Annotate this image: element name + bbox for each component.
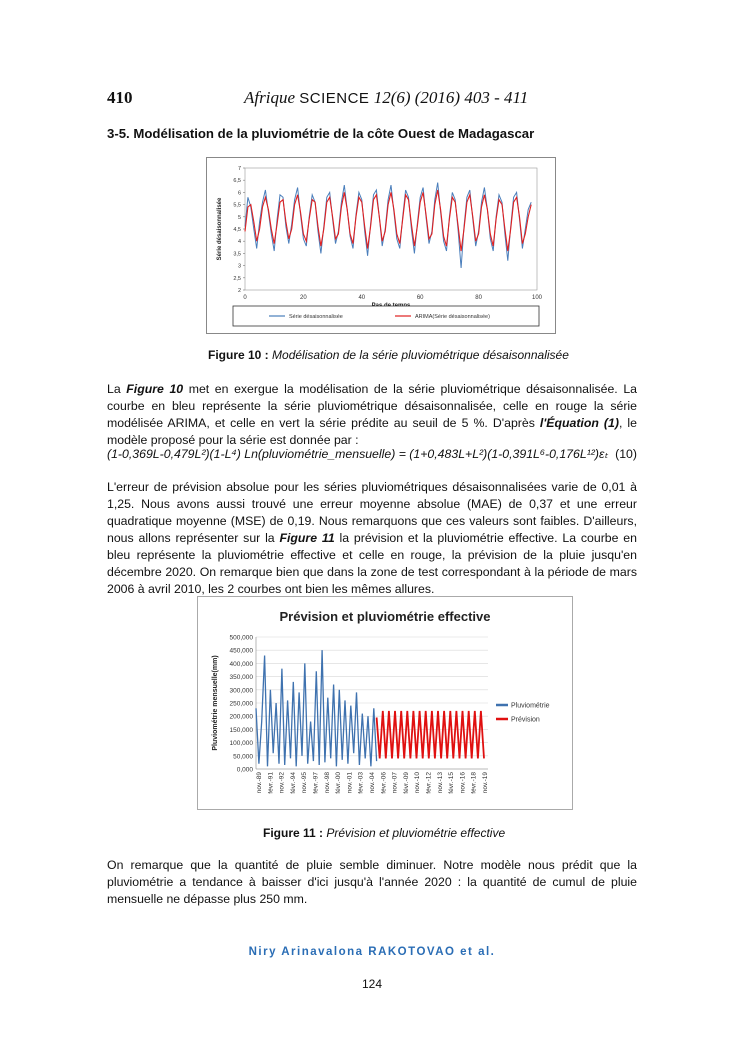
y-axis-label: Série désaisonnalisée: [217, 197, 223, 261]
footer-authors: Niry Arinavalona RAKOTOVAO et al.: [248, 946, 496, 958]
footer-page-number: 124: [361, 977, 383, 991]
x-tick-label: nov.-92: [278, 772, 286, 794]
y-tick-label: 150,000: [229, 726, 253, 734]
paragraph-1: [107, 381, 637, 449]
x-tick-label: 20: [300, 295, 307, 301]
x-tick-label: févr.-03: [357, 772, 365, 794]
figure-11: [197, 596, 573, 810]
y-tick-label: 7: [237, 166, 241, 172]
y-tick-label: 200,000: [229, 713, 253, 721]
para1-text-c: , le modèle proposé pour la série est donnée par :: [107, 416, 637, 447]
y-tick-label: 450,000: [229, 647, 253, 655]
x-tick-label: nov.-13: [436, 772, 444, 794]
figure-10-caption: [208, 348, 569, 362]
y-tick-label: 5,5: [233, 202, 241, 209]
y-tick-label: 0,000: [236, 766, 253, 774]
para1-text-a: La: [107, 382, 127, 396]
figure-10-label: Figure 10 :: [208, 348, 269, 362]
y-tick-label: 3: [237, 263, 241, 270]
x-tick-label: nov.-01: [346, 772, 354, 794]
x-tick-label: nov.-98: [323, 772, 331, 794]
y-tick-label: 2: [237, 288, 241, 294]
x-tick-label: févr.-94: [289, 772, 297, 794]
y-tick-label: 50,000: [233, 753, 253, 761]
y-tick-label: 6: [237, 190, 241, 197]
figure-11-chart: [198, 597, 572, 809]
y-tick-label: 250,000: [229, 700, 253, 708]
equation-10: (1-0,369L-0,479L²)(1-L⁴) Ln(pluviométrie_mensuelle) = (1+0,483L+L²)(1-0,391L⁶-0,176L¹²)εₜ: [107, 447, 609, 461]
paragraph-2: [107, 479, 637, 598]
figure-10-chart: [207, 158, 555, 333]
x-tick-label: nov.-95: [301, 772, 309, 794]
x-tick-label: 80: [475, 295, 482, 301]
figure-10-caption-text: Modélisation de la série pluviométrique désaisonnalisée: [272, 348, 569, 362]
x-tick-label: févr.-00: [335, 772, 343, 794]
y-tick-label: 5: [237, 214, 241, 221]
x-tick-label: nov.-04: [369, 772, 376, 794]
x-tick-label: 40: [358, 295, 366, 301]
y-tick-label: 500,000: [229, 634, 253, 642]
x-tick-label: févr.-97: [312, 772, 320, 794]
equation-ref: l'Équation (1): [539, 416, 619, 430]
figure-10-ref: Figure 10: [126, 382, 184, 396]
legend-label: Série désaisonnalisée: [289, 314, 343, 320]
x-tick-label: 100: [531, 295, 543, 301]
legend-label: Prévision: [511, 716, 540, 724]
chart-title: Prévision et pluviométrie effective: [279, 609, 491, 624]
y-tick-label: 4: [237, 239, 241, 246]
x-tick-label: févr.-18: [470, 772, 478, 794]
figure-11-caption-text: Prévision et pluviométrie effective: [326, 826, 506, 840]
figure-11-ref: Figure 11: [279, 531, 335, 545]
para1-text-b: met en exergue la modélisation de la série pluviométrique désaisonnalisée. La courbe en bleu représente la série pluviométrique désaisonnalisée, celle en rouge la série modélisée ARIMA, et celle en vert la série prédite au seuil de 5 %. D'après: [107, 382, 637, 430]
journal-header: [244, 88, 528, 108]
figure-11-caption: [263, 826, 505, 840]
x-tick-label: 60: [416, 295, 424, 301]
journal-science: SCIENCE: [299, 90, 370, 107]
x-tick-label: févr.-15: [448, 772, 456, 794]
x-tick-label: nov.-10: [414, 772, 422, 794]
para2-text-a: L'erreur de prévision absolue pour les séries pluviométriques désaisonnalisées varie de 0,01 à 1,25. Nous avons aussi trouvé une erreur moyenne absolue (MAE) de 0,37 et une erreur quadratique moyenne (MSE) de 0,19. Nous remarquons que ces valeurs sont faibles. D'ailleurs, nous allons représenter sur la: [107, 480, 637, 545]
series-line-forecast: [377, 711, 484, 759]
section-title: 3-5. Modélisation de la pluviométrie de la côte Ouest de Madagascar: [107, 126, 535, 141]
y-tick-label: 4,5: [233, 227, 241, 233]
x-tick-label: nov.-07: [391, 772, 399, 794]
equation-number: (10): [615, 447, 637, 461]
legend-label: ARIMA(Série désaisonnalisée): [415, 314, 490, 320]
y-tick-label: 3,5: [233, 251, 241, 258]
x-tick-label: févr.-06: [380, 772, 388, 794]
y-tick-label: 2,5: [233, 275, 241, 282]
journal-reference: 12(6) (2016) 403 - 411: [373, 88, 529, 107]
x-tick-label: févr.-91: [267, 772, 275, 794]
series-line-observed: [245, 183, 531, 268]
y-tick-label: 350,000: [229, 674, 253, 682]
y-tick-label: 300,000: [229, 687, 253, 695]
x-tick-label: 0: [243, 295, 247, 301]
x-tick-label: févr.-09: [402, 772, 410, 794]
paragraph-3: On remarque que la quantité de pluie semble diminuer. Notre modèle nous prédit que la pluviométrie a tendance à baisser d'ici jusqu'à l'année 2020 : la quantité de cumul de pluie mensuelle ne dépasse plus 250 mm.: [107, 858, 637, 906]
x-tick-label: févr.-12: [425, 772, 433, 794]
figure-10: [206, 157, 556, 334]
x-tick-label: nov.-19: [482, 772, 489, 794]
y-axis-label: Pluviométrie mensuelle(mm): [212, 655, 219, 751]
y-tick-label: 400,000: [229, 660, 253, 668]
legend-label: Pluviométrie: [511, 702, 550, 710]
y-tick-label: 6,5: [233, 178, 241, 185]
x-tick-label: nov.-16: [459, 772, 467, 794]
y-tick-label: 100,000: [229, 740, 253, 748]
figure-11-label: Figure 11 :: [263, 826, 324, 840]
para2-text-b: la prévision et la pluviométrie effective. La courbe en bleu représente la pluviométrie effective et celle en rouge, la prévision de la pluie jusqu'en décembre 2020. On remarque bien que dans la zone de test correspondant à la période de mars 2006 à avril 2010, les 2 courbes ont bien les mêmes allures.: [107, 531, 637, 596]
page-number: 410: [107, 88, 133, 107]
x-tick-label: nov.-89: [256, 772, 263, 794]
series-line-observed: [256, 650, 377, 766]
journal-name: Afrique: [244, 88, 295, 107]
